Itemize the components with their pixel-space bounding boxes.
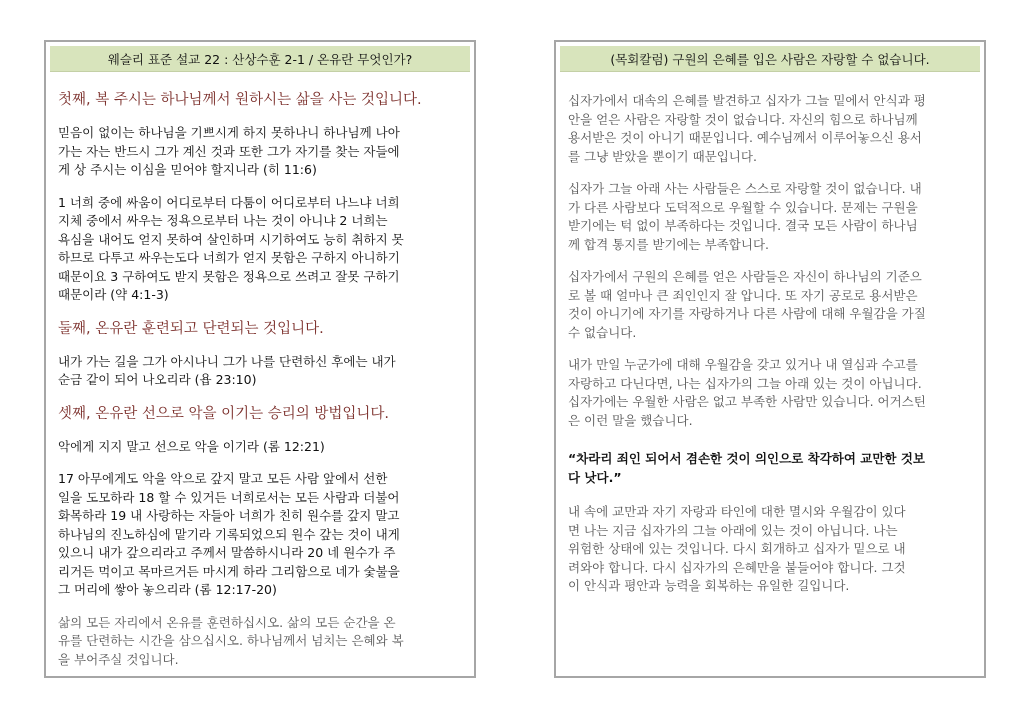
- sermon-panel: [44, 40, 476, 678]
- column-paragraph-5: 내 속에 교만과 자기 자랑과 타인에 대한 멸시와 우월감이 있다 면 나는 지금 십자가의 그늘 아래에 있는 것이 아닙니다. 나는 위험한 상태에 있는 것입니다. 다시 회개하고 십자가 밑으로 내 려와야 합니다. 다시 십자가의 은혜만을 붙들어야 합니다. 그것 이 안식과 평안과 능력을 회복하는 유일한 길입니다.: [568, 504, 906, 593]
- sermon-content: [46, 72, 474, 669]
- column-paragraph-4: 내가 만일 누군가에 대해 우월감을 갖고 있거나 내 열심과 수고를 자랑하고 다닌다면, 나는 십자가의 그늘 아래 있는 것이 아닙니다. 십자가에는 우월한 사람은 없고 부족한 사람만 있습니다. 어거스틴 은 이런 말을 했습니다.: [568, 357, 926, 428]
- column-paragraph-2: 십자가 그늘 아래 사는 사람들은 스스로 자랑할 것이 없습니다. 내 가 다른 사람보다 도덕적으로 우월할 수 있습니다. 문제는 구원을 받기에는 턱 없이 부족하다는 것입니다. 결국 모든 사람이 하나님 께 합격 통지를 받기에는 부족합니다.: [568, 181, 922, 252]
- column-title: (목회칼럼) 구원의 은혜를 입은 사람은 자랑할 수 없습니다.: [560, 46, 980, 72]
- column-panel: [554, 40, 986, 678]
- sermon-conclusion: 삶의 모든 자리에서 온유를 훈련하십시오. 삶의 모든 순간을 온 유를 단련하는 시간을 삼으십시오. 하나님께서 넘치는 은혜와 복 을 부어주실 것입니다.: [58, 614, 404, 667]
- scripture-job: 내가 가는 길을 그가 아시나니 그가 나를 단련하신 후에는 내가 순금 같이 되어 나오리라 (욥 23:10): [58, 353, 396, 387]
- column-paragraph-3: 십자가에서 구원의 은혜를 얻은 사람들은 자신이 하나님의 기준으 로 볼 때 얼마나 큰 죄인인지 잘 압니다. 또 자기 공로로 용서받은 것이 아니기에 자기를 자랑하거나 다른 사람에 대해 우월감을 가질 수 없습니다.: [568, 269, 926, 340]
- point-three-heading: 셋째, 온유란 선으로 악을 이기는 승리의 방법입니다.: [58, 405, 390, 422]
- point-two-heading: 둘째, 온유란 훈련되고 단련되는 것입니다.: [58, 320, 324, 337]
- column-content: [556, 72, 984, 596]
- column-paragraph-1: 십자가에서 대속의 은혜를 발견하고 십자가 그늘 밑에서 안식과 평 안을 얻은 사람은 자랑할 것이 없습니다. 자신의 힘으로 하나님께 용서받은 것이 아니기 때문입니다. 예수님께서 이루어놓으신 용서 를 그냥 받았을 뿐이기 때문입니다.: [568, 93, 926, 164]
- scripture-romans-17-20: 17 아무에게도 악을 악으로 갚지 말고 모든 사람 앞에서 선한 일을 도모하라 18 할 수 있거든 너희로서는 모든 사람과 더불어 화목하라 19 내 사랑하는 자들아 너희가 친히 원수를 갚지 말고 하나님의 진노하심에 맡기라 기록되었으되 원수 갚는 것이 내게 있으니 내가 갚으리라고 주께서 말씀하시니라 20 네 원수가 주 리거든 먹이고 목마르거든 마시게 하라 그리함으로 네가 숯불을 그 머리에 쌓아 놓으리라 (롬 12:17-20): [58, 471, 400, 597]
- scripture-hebrews: 믿음이 없이는 하나님을 기쁘시게 하지 못하나니 하나님께 나아 가는 자는 반드시 그가 계신 것과 또한 그가 자기를 찾는 자들에 게 상 주시는 이심을 믿어야 할지니라 (히 11:6): [58, 125, 400, 177]
- sermon-title: 웨슬리 표준 설교 22 : 산상수훈 2-1 / 온유란 무엇인가?: [50, 46, 470, 72]
- scripture-james: 1 너희 중에 싸움이 어디로부터 다툼이 어디로부터 나느냐 너희 지체 중에서 싸우는 정욕으로부터 나는 것이 아니냐 2 너희는 욕심을 내어도 얻지 못하여 살인하며 시기하여도 능히 취하지 못 하므로 다투고 싸우는도다 너희가 얻지 못함은 구하지 아니하기 때문이요 3 구하여도 받지 못함은 정욕으로 쓰려고 잘못 구하기 때문이라 (약 4:1-3): [58, 194, 404, 302]
- augustine-quote: “차라리 죄인 되어서 겸손한 것이 의인으로 착각하여 교만한 것보 다 낫다.”: [568, 451, 925, 485]
- scripture-romans-21: 악에게 지지 말고 선으로 악을 이기라 (롬 12:21): [58, 438, 325, 454]
- point-one-heading: 첫째, 복 주시는 하나님께서 원하시는 삶을 사는 것입니다.: [58, 92, 422, 108]
